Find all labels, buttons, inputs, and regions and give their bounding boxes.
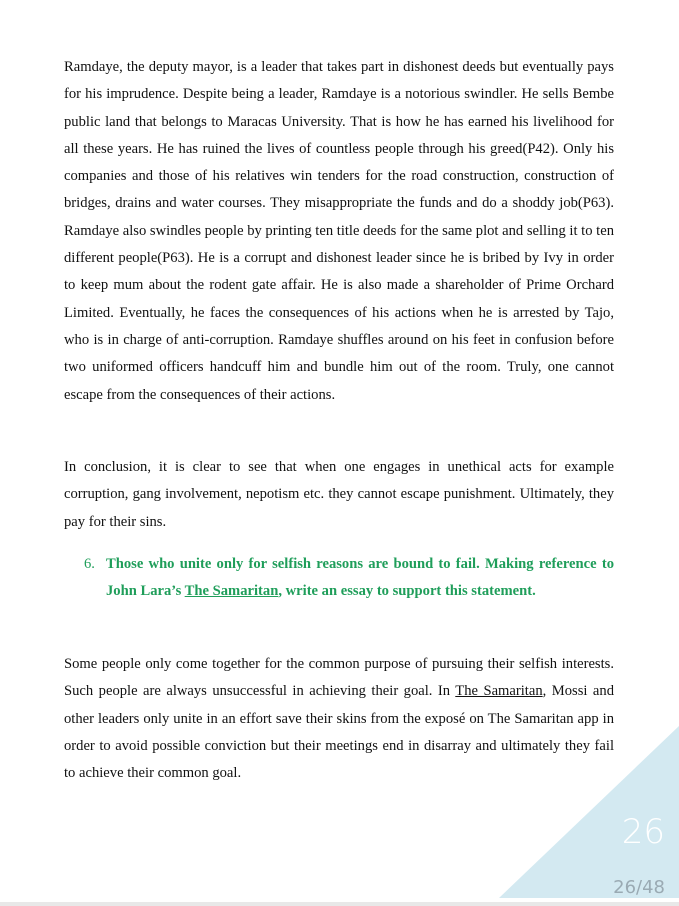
book-title: The Samaritan (184, 583, 279, 600)
question-number: 6. (84, 556, 95, 572)
intro-text-start: Some people only come together for the common purpose of pursuing their selfish interests. Such people are always unsuccessful in achieving their goal. In (64, 656, 614, 700)
paragraph-ramdaye: Ramdaye, the deputy mayor, is a leader that takes part in dishonest deeds but eventually pays for his imprudence. Despite being a leader, Ramdaye is a notorious swindler. He sells Bembe public land that belongs to Maracas University. That is how he has earned his livelihood for all these years. He has ruined the lives of countless people through his greed(P42). Only his companies and those of his relatives win tenders for the road construction, construction of bridges, drains and water courses. They misappropriate the funds and do a shoddy job(P63). Ramdaye also swindles people by printing ten title deeds for the same plot and selling it to ten different people(P63). He is a corrupt and dishonest leader since he is bribed by Ivy in order to keep mum about the rodent gate affair. He is also made a shareholder of Prime Orchard Limited. Eventually, he faces the consequences of his actions when he is arrested by Tajo, who is in charge of anti-corruption. Ramdaye shuffles around on his feet in confusion before two uniformed officers handcuff him and bundle him out of the room. Truly, one cannot escape from the consequences of their actions. (64, 59, 614, 403)
intro-text-end: , Mossi and other leaders only unite in an effort save their skins from the exposé on The Samaritan app in order to avoid possible conviction but their meetings end in disarray and ultimately they fail to achieve their common goal. (64, 683, 614, 782)
page-indicator: 26/48 (613, 877, 665, 898)
book-title-ref: The Samaritan (455, 683, 543, 700)
question-6 (84, 551, 614, 606)
bottom-divider (0, 902, 679, 906)
question-text-start: Those who unite only for selfish reasons are bound to fail. Making reference to John Lara’s (106, 556, 614, 600)
paragraph-conclusion: In conclusion, it is clear to see that when one engages in unethical acts for example corruption, gang involvement, nepotism etc. they cannot escape punishment. Ultimately, they pay for their sins. (64, 459, 614, 530)
question-text-end: , write an essay to support this statement. (278, 583, 536, 600)
question-text (106, 551, 614, 606)
page-number: 26 (621, 812, 665, 852)
